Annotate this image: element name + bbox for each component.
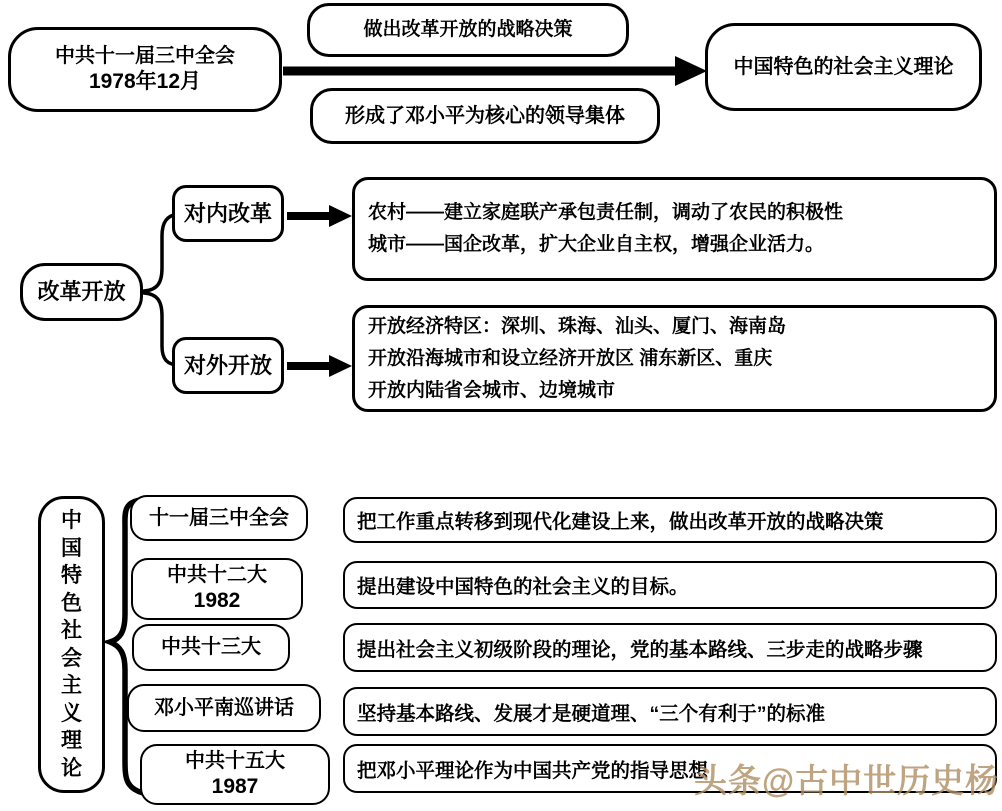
urban-line: 城市——国企改革，扩大企业自主权，增强企业活力。: [368, 234, 825, 255]
theory-root-node: [38, 496, 105, 793]
external-opening-detail: [352, 305, 997, 412]
row-12th-congress-desc: [343, 561, 997, 609]
inland-line: 开放内陆省会城市、边境城市: [368, 379, 616, 401]
coastal-line: 开放沿海城市和设立经济开放区 浦东新区、重庆: [368, 347, 773, 369]
row-12th-congress-year: 1982: [193, 589, 241, 613]
row-13th-congress-label: 中共十三大: [161, 636, 261, 658]
row-15th-congress-label: 中共十五大: [185, 749, 285, 772]
row-12th-congress-node: [131, 558, 303, 620]
decision-node: [307, 3, 629, 57]
row-plenary-desc-text: 把工作重点转移到现代化建设上来，做出改革开放的战略决策: [357, 511, 884, 533]
row-plenary-label: 十一届三中全会: [149, 506, 289, 529]
plenary-date: 1978年12月: [88, 69, 202, 93]
internal-reform-detail: [352, 177, 997, 281]
external-opening-node: [172, 337, 284, 394]
row-15th-congress-desc-text: 把邓小平理论作为中国共产党的指导思想: [357, 759, 709, 782]
external-opening-label: 对外开放: [183, 352, 272, 378]
rural-line: 农村——建立家庭联产承包责任制，调动了农民的积极性: [368, 202, 844, 223]
theory-result-node: [705, 23, 982, 111]
internal-reform-node: [172, 185, 284, 242]
decision-label: 做出改革开放的战略决策: [363, 19, 573, 41]
plenary-node: [8, 27, 282, 112]
internal-reform-label: 对内改革: [183, 200, 272, 226]
reform-opening-node: [20, 263, 143, 321]
row-13th-congress-desc: [343, 623, 997, 672]
row-southern-talks-node: [127, 684, 321, 732]
theory-root-label: 中国特色社会主义理论: [61, 509, 82, 780]
row-southern-talks-desc-text: 坚持基本路线、发展才是硬道理、“三个有利于”的标准: [357, 702, 826, 725]
sez-line: 开放经济特区：深圳、珠海、汕头、厦门、海南岛: [368, 315, 787, 337]
plenary-title: 中共十一届三中全会: [55, 44, 235, 67]
theory-result-label: 中国特色的社会主义理论: [733, 55, 954, 78]
row-southern-talks-label: 邓小平南巡讲话: [154, 696, 294, 719]
row-13th-congress-node: [132, 624, 290, 671]
row-15th-congress-node: [140, 744, 330, 805]
main-arrow: [283, 56, 707, 86]
reform-opening-label: 改革开放: [37, 279, 126, 305]
row-plenary-desc: [343, 497, 997, 543]
watermark: 头条@古中世历史杨: [694, 762, 1000, 799]
leadership-node: [310, 88, 660, 144]
row-plenary-node: [130, 495, 308, 541]
row-15th-congress-year: 1987: [211, 774, 259, 798]
leadership-label: 形成了邓小平为核心的领导集体: [345, 104, 625, 127]
internal-reform-arrow: [287, 205, 352, 227]
row-12th-congress-desc-text: 提出建设中国特色的社会主义的目标。: [357, 576, 689, 598]
row-13th-congress-desc-text: 提出社会主义初级阶段的理论，党的基本路线、三步走的战略步骤: [357, 638, 923, 661]
row-12th-congress-label: 中共十二大: [167, 564, 267, 587]
row-southern-talks-desc: [343, 687, 997, 736]
external-opening-arrow: [287, 355, 352, 377]
